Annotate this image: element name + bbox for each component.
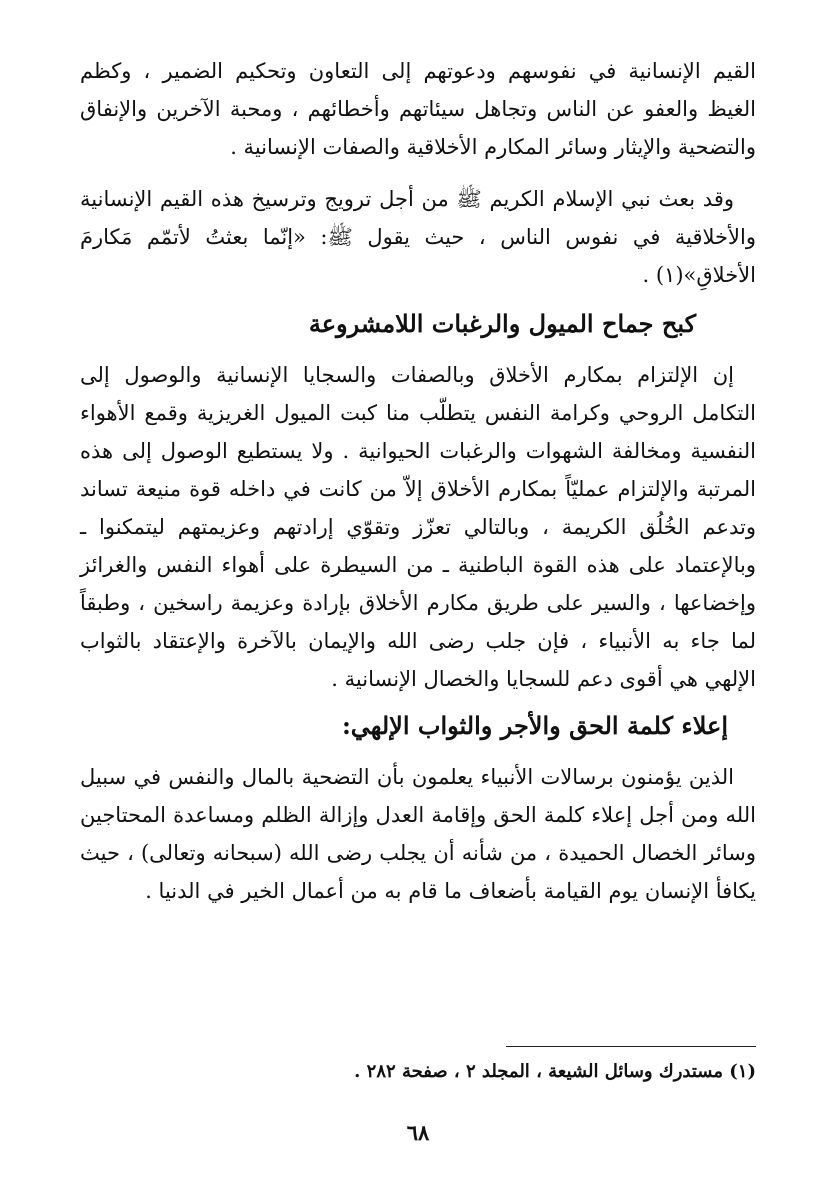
section-heading-divine-reward: إعلاء كلمة الحق والأجر والثواب الإلهي: — [341, 711, 728, 740]
footnote: (١) مستدرك وسائل الشيعة ، المجلد ٢ ، صفحة ٢٨٢ . — [354, 1061, 756, 1082]
section-heading-restraining-desires: كبح جماح الميول والرغبات اللامشروعة — [308, 309, 696, 338]
paragraph-intro-continued: القيم الإنسانية في نفوسهم ودعوتهم إلى التعاون وتحكيم الضمير ، وكظم الغيظ والعفو عن الناس وتجاهل سيئاتهم وأخطائهم ، ومحبة الآخرين والإنفاق والتضحية والإيثار وسائر المكارم الأخلاقية والصفات الإنسانية . — [80, 59, 756, 159]
page-body — [80, 52, 756, 910]
paragraph-divine-reward: الذين يؤمنون برسالات الأنبياء يعلمون بأن التضحية بالمال والنفس في سبيل الله ومن أجل إعلاء كلمة الحق وإقامة العدل وإزالة الظلم ومساعدة المحتاجين وسائر الخصال الحميدة ، من شأنه أن يجلب رضى الله (سبحانه وتعالى) ، حيث يكافأ الإنسان يوم القيامة بأضعاف ما قام به من أعمال الخير في الدنيا . — [80, 765, 756, 903]
paragraph-prophet-mission: وقد بعث نبي الإسلام الكريم ﷺ من أجل ترويج وترسيخ هذه القيم الإنسانية والأخلاقية في نفوس الناس ، حيث يقول ﷺ: «إنّما بعثتُ لأتمّم مَكارمَ الأخلاقِ»(١) . — [80, 187, 756, 287]
page-number: ٦٨ — [406, 1120, 430, 1145]
paragraph-restraining-desires: إن الإلتزام بمكارم الأخلاق وبالصفات والسجايا الإنسانية والوصول إلى التكامل الروحي وكرامة النفس يتطلّب منا كبت الميول الغريزية وقمع الأهواء النفسية ومخالفة الشهوات والرغبات الحيوانية . ولا يستطيع الوصول إلى هذه المرتبة والإلتزام عمليّاً بمكارم الأخلاق إلاّ من كانت في داخله قوة منيعة تساند وتدعم الخُلُق الكريمة ، وبالتالي تعزّز وتقوّي إرادتهم وعزيمتهم ليتمكنوا ـ وبالإعتماد على هذه القوة الباطنية ـ من السيطرة على أهواء النفس والغرائز وإخضاعها ، والسير على طريق مكارم الأخلاق بإرادة وعزيمة راسخين ، وطبقاً لما جاء به الأنبياء ، فإن جلب رضى الله والإيمان بالآخرة والإعتقاد بالثواب الإلهي هي أقوى دعم للسجايا والخصال الإنسانية . — [80, 363, 756, 691]
footnote-divider — [506, 1046, 756, 1047]
